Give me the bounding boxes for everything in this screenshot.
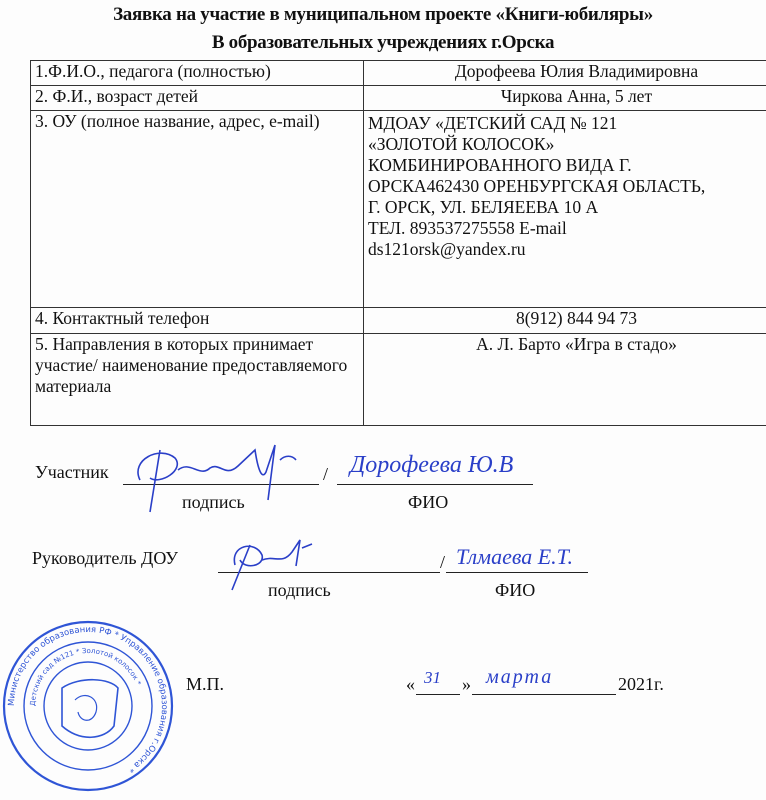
row-value: Дорофеева Юлия Владимировна <box>364 61 766 86</box>
row-value: А. Л. Барто «Игра в стадо» <box>364 334 766 426</box>
value-line: ТЕЛ. 893537275558 E-mail <box>368 218 567 238</box>
row-label: 4. Контактный телефон <box>31 308 364 334</box>
value-line: «ЗОЛОТОЙ КОЛОСОК» <box>368 134 555 154</box>
slash: / <box>323 464 329 484</box>
participant-signature <box>138 445 296 512</box>
value-line: ОРСКА462430 ОРЕНБУРГСКАЯ ОБЛАСТЬ, <box>368 176 706 196</box>
head-signature <box>232 540 312 590</box>
value-line: Г. ОРСК, УЛ. БЕЛЯЕЕВА 10 А <box>368 197 599 217</box>
fio-caption: ФИО <box>495 580 536 600</box>
svg-text:Детский сад №121 * Золотой кол: Детский сад №121 * Золотой колосок * <box>28 646 143 707</box>
sign-caption: подпись <box>182 492 245 512</box>
title-line-1: Заявка на участие в муниципальном проекте «Книги-юбиляры» <box>113 4 653 25</box>
date-close-quote: » <box>462 674 471 694</box>
stamp-place-label: М.П. <box>186 674 225 694</box>
svg-text:Министерство образования РФ *: Министерство образования РФ * Управление образования г.Орска * <box>6 624 170 775</box>
row-label: 3. ОУ (полное название, адрес, e-mail) <box>31 111 364 308</box>
participant-label: Участник <box>35 462 109 482</box>
value-line: ds121orsk@yandex.ru <box>368 239 526 259</box>
value-line: МДОАУ «ДЕТСКИЙ САД № 121 <box>368 113 618 133</box>
row-label: 5. Направления в которых принимает участие/ наименование предоставляемого материала <box>31 334 364 426</box>
date-month: марта <box>486 666 554 688</box>
head-label: Руководитель ДОУ <box>32 548 179 568</box>
date-year: 2021г. <box>618 674 664 694</box>
row-value: Чиркова Анна, 5 лет <box>364 86 766 111</box>
fio-caption: ФИО <box>408 492 449 512</box>
date-open-quote: « <box>406 674 415 694</box>
sign-caption: подпись <box>268 580 331 600</box>
head-fio-handwritten: Тлмаева Е.Т. <box>456 544 574 569</box>
stamp-seal <box>4 622 172 790</box>
row-label: 1.Ф.И.О., педагога (полностью) <box>31 61 364 86</box>
value-line: КОМБИНИРОВАННОГО ВИДА Г. <box>368 155 632 175</box>
date-day: 31 <box>424 668 441 687</box>
row-label: 2. Ф.И., возраст детей <box>31 86 364 111</box>
slash: / <box>440 552 446 572</box>
row-value: 8(912) 844 94 73 <box>364 308 766 334</box>
participant-fio-handwritten: Дорофеева Ю.В <box>350 452 514 478</box>
title-line-2: В образовательных учреждениях г.Орска <box>211 32 555 53</box>
